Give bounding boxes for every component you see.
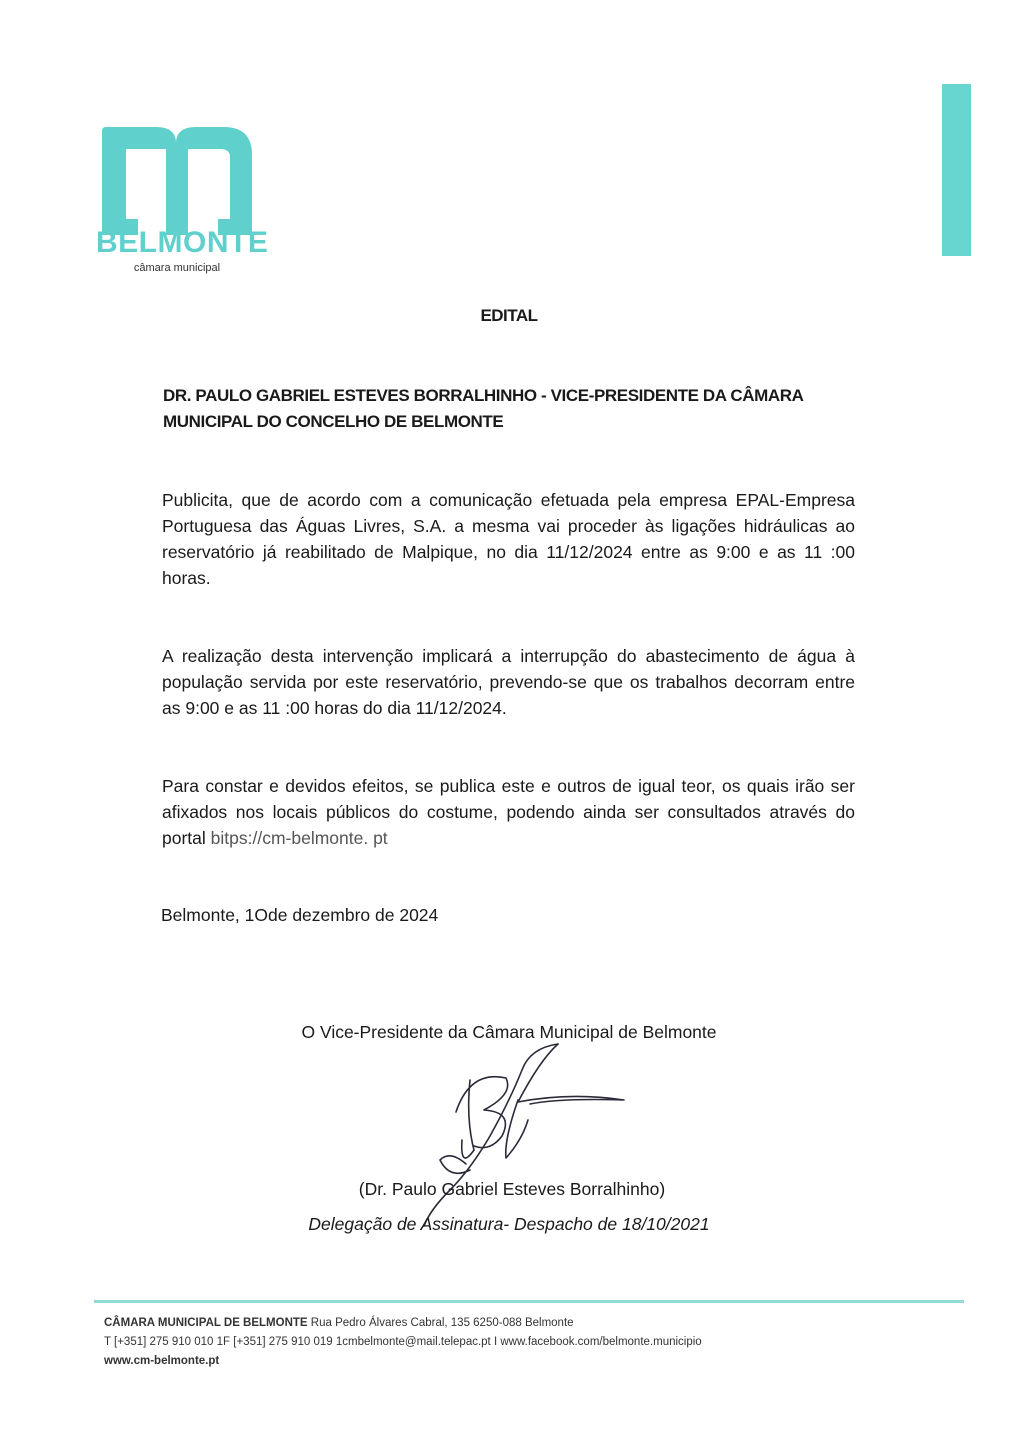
logo-wordmark: BELMONTE bbox=[96, 226, 269, 259]
signatory-name: (Dr. Paulo Gabriel Esteves Borralhinho) bbox=[358, 1179, 666, 1199]
footer-divider bbox=[94, 1300, 964, 1303]
signature-delegation: Delegação de Assinatura- Despacho de 18/10/2021 bbox=[308, 1214, 710, 1234]
footer-org: CÂMARA MUNICIPAL DE BELMONTE bbox=[104, 1317, 308, 1329]
handwritten-signature bbox=[410, 1040, 640, 1230]
paragraph-3-text: Para constar e devidos efeitos, se publica este e outros de igual teor, os quais irão ser afixados nos locais públicos do costume, podendo ainda ser consultados através do portal bbox=[162, 776, 855, 848]
footer-website[interactable]: www.cm-belmonte.pt bbox=[104, 1355, 220, 1367]
footer-address: Rua Pedro Álvares Cabral, 135 6250-088 Belmonte bbox=[310, 1317, 574, 1329]
logo-mark bbox=[102, 127, 252, 235]
paragraph-1: Publicita, que de acordo com a comunicação efetuada pela empresa EPAL-Empresa Portuguesa das Águas Livres, S.A. a mesma vai proceder às ligações hidráulicas ao reservatório já reabilitado de Malpique, no dia 11/12/2024 entre as 9:00 e as 11 :00 horas. bbox=[162, 490, 855, 588]
document-title: EDITAL bbox=[480, 306, 538, 325]
paragraph-3 bbox=[162, 773, 855, 851]
signatory-role: O Vice-Presidente da Câmara Municipal de Belmonte bbox=[301, 1022, 717, 1042]
logo-subtitle: câmara municipal bbox=[133, 262, 221, 274]
document-heading: DR. PAULO GABRIEL ESTEVES BORRALHINHO - VICE-PRESIDENTE DA CÂMARA MUNICIPAL DO CONCELHO DE BELMONTE bbox=[163, 386, 803, 431]
footer-contacts: T [+351] 275 910 010 1F [+351] 275 910 019 1cmbelmonte@mail.telepac.pt I www.facebook.com/belmonte.municipio bbox=[104, 1336, 702, 1348]
portal-link[interactable]: bitps://cm-belmonte. pt bbox=[210, 828, 388, 848]
paragraph-2: A realização desta intervenção implicará a interrupção do abastecimento de água à população servida por este reservatório, prevendo-se que os trabalhos decorram entre as 9:00 e as 11 :00 horas do dia 11/12/2024. bbox=[162, 646, 855, 718]
date-line: Belmonte, 1Ode dezembro de 2024 bbox=[161, 905, 439, 925]
footer-address-line bbox=[104, 1317, 574, 1329]
decorative-side-bar bbox=[942, 84, 971, 256]
